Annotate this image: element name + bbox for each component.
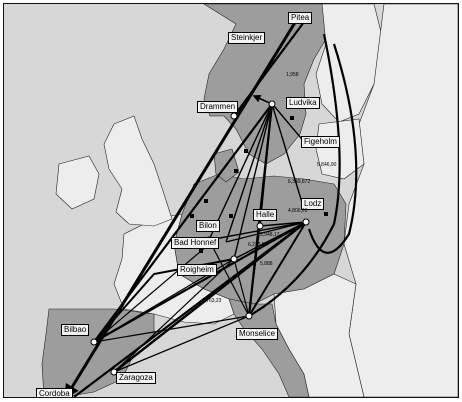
city-label-halle: Halle: [253, 209, 277, 221]
plant-marker: [204, 199, 208, 203]
city-label-drammen: Drammen: [197, 101, 238, 113]
plant-marker: [290, 116, 294, 120]
plant-marker: [229, 214, 233, 218]
flow-value-label: 1,763,23: [202, 298, 222, 304]
city-label-zaragoza: Zaragoza: [116, 372, 156, 384]
flow-value-label: 5,888: [260, 261, 273, 267]
city-label-ludvika: Ludvika: [286, 97, 320, 109]
city-label-steinkjer: Steinkjer: [228, 32, 265, 44]
city-label-bilbao: Bilbao: [61, 324, 89, 336]
flow-value-label: 4,800,91: [288, 208, 308, 214]
plant-marker: [190, 214, 194, 218]
flow-value-label: 6,349,872: [288, 179, 311, 185]
node-drammen: [231, 113, 237, 119]
city-label-pitea: Pitea: [288, 12, 312, 24]
node-halle: [257, 223, 263, 229]
node-ludvika: [269, 101, 275, 107]
node-lodz: [303, 219, 309, 225]
flow-value-label: 1,958: [286, 72, 299, 78]
flow-value-label: 3,948,17: [260, 232, 280, 238]
node-bilbao: [91, 339, 97, 345]
plant-marker: [324, 212, 328, 216]
city-label-bielefeld: Bilon: [196, 220, 220, 232]
city-label-cordoba: Cordoba: [36, 388, 73, 398]
node-monselice: [246, 313, 252, 319]
city-label-lodz: Lodz: [301, 198, 324, 210]
plant-marker: [244, 149, 248, 153]
flow-value-label: 6,273,84: [248, 242, 268, 248]
europe-flow-map: [3, 3, 459, 398]
city-label-monselice: Monselice: [236, 328, 278, 340]
city-label-figeholm: Figeholm: [301, 136, 340, 148]
node-roigheim: [231, 256, 237, 262]
city-label-bad-honnef: Bad Honnef: [171, 237, 219, 249]
plant-marker: [199, 249, 203, 253]
map-canvas: [4, 4, 458, 397]
flow-value-label: 5,846,90: [317, 162, 337, 168]
plant-marker: [234, 169, 238, 173]
city-label-roigheim: Roigheim: [177, 264, 217, 276]
